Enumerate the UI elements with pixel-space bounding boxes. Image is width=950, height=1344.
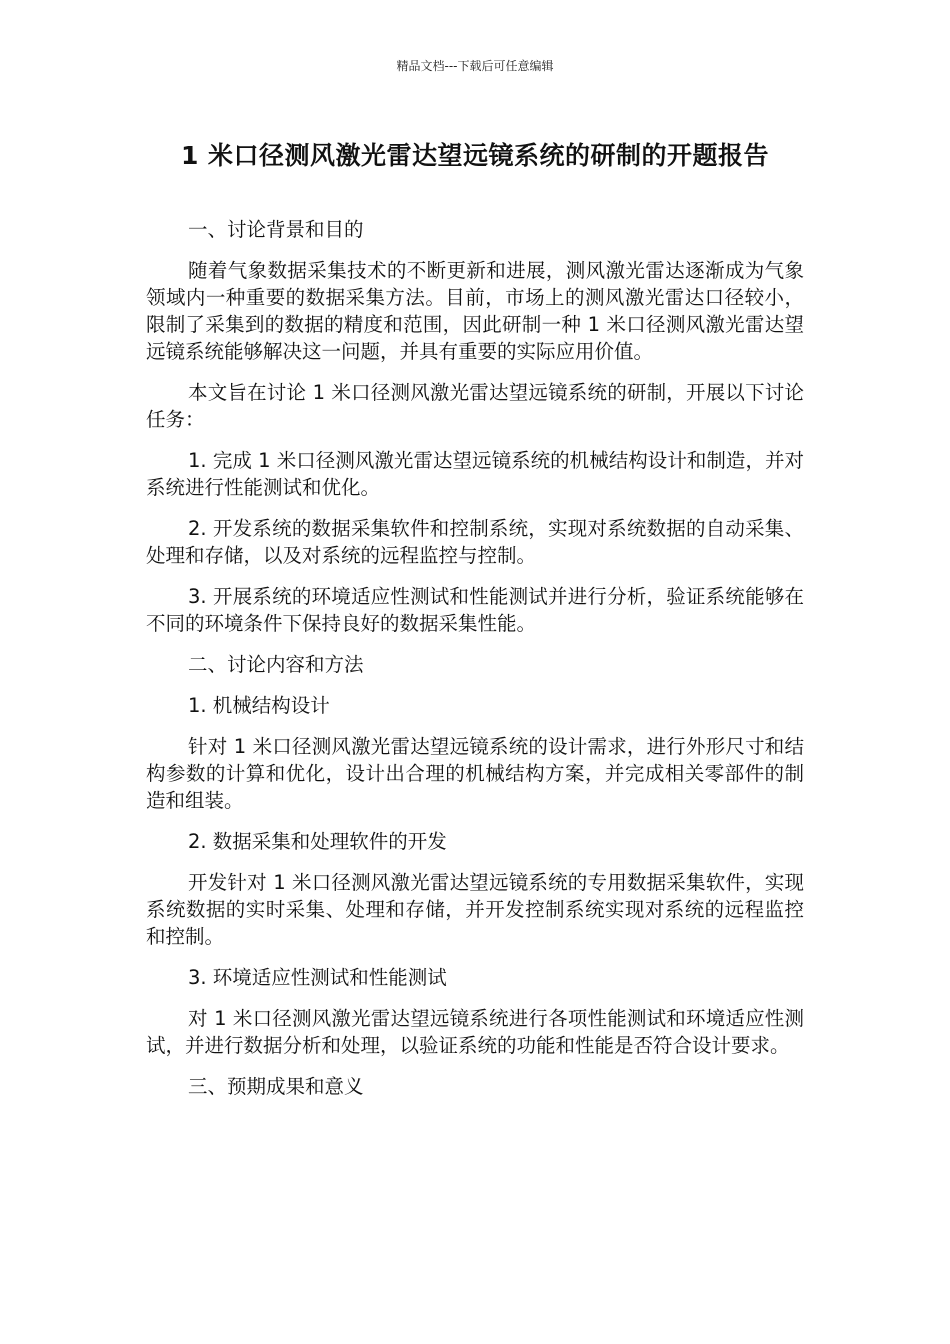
section-heading-background: 一、讨论背景和目的 xyxy=(188,218,364,241)
section-heading-content: 二、讨论内容和方法 xyxy=(188,653,364,676)
document-title: 1 米口径测风激光雷达望远镜系统的研制的开题报告 xyxy=(180,141,770,170)
paragraph-purpose: 本文旨在讨论 1 米口径测风激光雷达望远镜系统的研制，开展以下讨论任务： xyxy=(146,381,804,431)
subheading-software: 2. 数据采集和处理软件的开发 xyxy=(188,830,447,853)
task-item-2: 2. 开发系统的数据采集软件和控制系统，实现对系统数据的自动采集、处理和存储，以及对系统的远程监控与控制。 xyxy=(146,517,804,567)
task-item-1: 1. 完成 1 米口径测风激光雷达望远镜系统的机械结构设计和制造，并对系统进行性能测试和优化。 xyxy=(146,449,804,499)
paragraph-software: 开发针对 1 米口径测风激光雷达望远镜系统的专用数据采集软件，实现系统数据的实时采集、处理和存储，并开发控制系统实现对系统的远程监控和控制。 xyxy=(146,871,804,948)
section-heading-outcomes: 三、预期成果和意义 xyxy=(188,1075,364,1098)
subheading-mechanical: 1. 机械结构设计 xyxy=(188,694,330,717)
subheading-testing: 3. 环境适应性测试和性能测试 xyxy=(188,966,447,989)
document-body xyxy=(146,216,804,1114)
task-item-3: 3. 开展系统的环境适应性测试和性能测试并进行分析，验证系统能够在不同的环境条件下保持良好的数据采集性能。 xyxy=(146,585,804,635)
header-note: 精品文档---下载后可任意编辑 xyxy=(396,59,554,73)
paragraph-mechanical: 针对 1 米口径测风激光雷达望远镜系统的设计需求，进行外形尺寸和结构参数的计算和优化，设计出合理的机械结构方案，并完成相关零部件的制造和组装。 xyxy=(146,735,804,812)
paragraph-background: 随着气象数据采集技术的不断更新和进展，测风激光雷达逐渐成为气象领域内一种重要的数据采集方法。目前，市场上的测风激光雷达口径较小，限制了采集到的数据的精度和范围，因此研制一种 1 米口径测风激光雷达望远镜系统能够解决这一问题，并具有重要的实际应用价值。 xyxy=(146,259,804,363)
paragraph-testing: 对 1 米口径测风激光雷达望远镜系统进行各项性能测试和环境适应性测试，并进行数据分析和处理，以验证系统的功能和性能是否符合设计要求。 xyxy=(146,1007,804,1057)
